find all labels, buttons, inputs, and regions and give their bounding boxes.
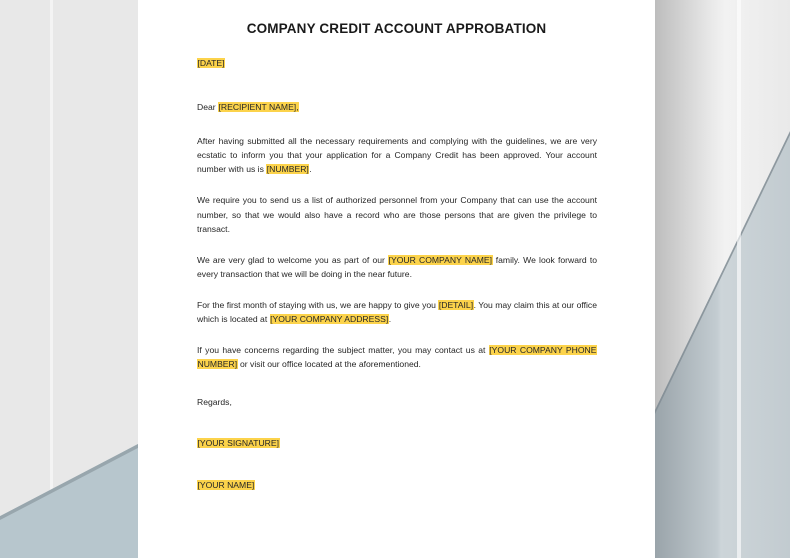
paragraph-4-text-middle: . You may claim this at our office which is located at bbox=[197, 299, 597, 325]
paragraph-4-text-before: For the first month of staying with us, we are happy to give you bbox=[197, 299, 439, 310]
sender-name-placeholder: [YOUR NAME] bbox=[197, 479, 255, 490]
salutation-line bbox=[197, 100, 597, 114]
account-number-placeholder: [NUMBER] bbox=[266, 164, 309, 175]
right-panel-divider bbox=[737, 0, 741, 558]
paragraph-5 bbox=[197, 343, 597, 371]
paragraph-1-text-after: . bbox=[309, 164, 312, 175]
closing-line: Regards, bbox=[197, 397, 232, 408]
company-phone-placeholder: [YOUR COMPANY PHONE NUMBER] bbox=[197, 345, 597, 370]
paragraph-3-text-before: We are very glad to welcome you as part of our bbox=[197, 254, 389, 265]
paragraph-4 bbox=[197, 298, 597, 326]
signature-placeholder: [YOUR SIGNATURE] bbox=[197, 438, 279, 449]
signature-line bbox=[197, 436, 597, 450]
recipient-name-placeholder: [RECIPIENT NAME], bbox=[218, 102, 299, 113]
paragraph-5-text-before: If you have concerns regarding the subject matter, you may contact us at bbox=[197, 345, 489, 356]
paragraph-3 bbox=[197, 253, 597, 281]
company-name-placeholder: [YOUR COMPANY NAME] bbox=[388, 254, 493, 265]
paragraph-1-text-before: After having submitted all the necessary requirements and complying with the guidelines, we are very ecstatic to inform you that your application for a Company Credit has been approved. Your account number with us is bbox=[197, 136, 597, 175]
salutation-prefix: Dear bbox=[197, 102, 219, 113]
left-panel-divider bbox=[50, 0, 53, 558]
paragraph-2: We require you to send us a list of authorized personnel from your Company that can use the account number, so that we would also have a record who are those persons that are given the privilege to transact. bbox=[197, 195, 597, 234]
company-address-placeholder: [YOUR COMPANY ADDRESS] bbox=[270, 314, 389, 325]
date-placeholder: [DATE] bbox=[197, 58, 225, 68]
detail-placeholder: [DETAIL] bbox=[438, 299, 474, 310]
letter-body bbox=[197, 56, 597, 492]
paragraph-5-text-after: or visit our office located at the aforementioned. bbox=[237, 359, 421, 370]
date-line bbox=[197, 56, 597, 70]
document-page bbox=[138, 0, 655, 558]
paragraph-4-text-after: . bbox=[388, 314, 392, 325]
paragraph-3-text-after: family. We look forward to every transaction that we will be doing in the near future. bbox=[197, 254, 598, 279]
page-title: COMPANY CREDIT ACCOUNT APPROBATION bbox=[246, 21, 547, 36]
sender-name-line bbox=[197, 478, 597, 492]
paragraph-1 bbox=[197, 134, 597, 176]
